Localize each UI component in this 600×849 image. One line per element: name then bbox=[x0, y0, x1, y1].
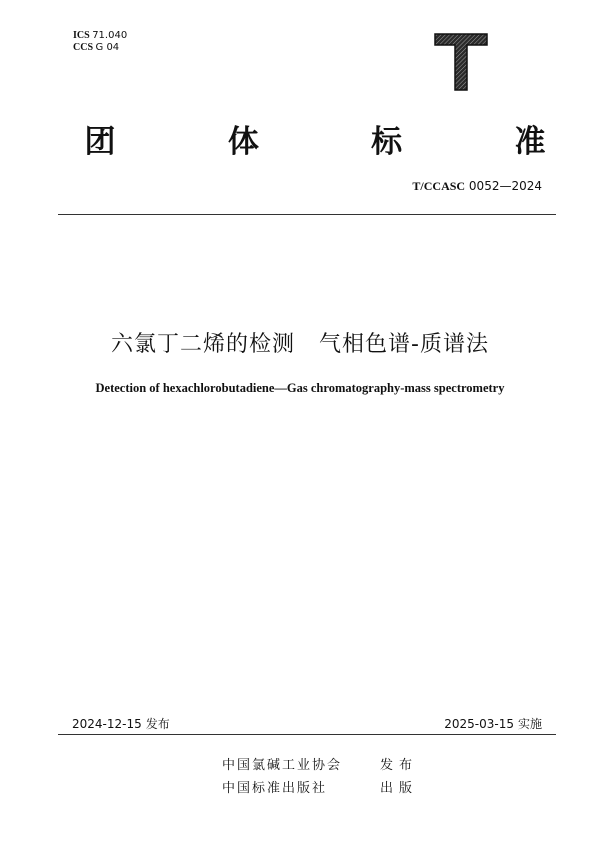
header-divider bbox=[58, 214, 556, 215]
standard-t-logo bbox=[434, 33, 488, 91]
standard-number-value: 0052—2024 bbox=[468, 179, 542, 193]
implement-label: 实施 bbox=[517, 717, 542, 731]
standard-prefix: T/CCASC bbox=[412, 179, 466, 193]
publisher-org: 中国标准出版社 bbox=[222, 781, 328, 796]
ics-code bbox=[73, 30, 127, 42]
publisher-action: 发布 bbox=[380, 758, 419, 773]
publisher-row bbox=[222, 754, 418, 773]
issue-date-line bbox=[72, 715, 170, 732]
publisher-org: 中国氯碱工业协会 bbox=[222, 758, 343, 773]
publisher-row bbox=[222, 777, 418, 796]
issue-label: 发布 bbox=[145, 717, 170, 731]
document-category bbox=[80, 118, 550, 158]
ccs-label: CCS bbox=[73, 42, 94, 53]
ics-label: ICS bbox=[73, 30, 90, 41]
footer-divider bbox=[58, 734, 556, 735]
ics-value: 71.040 bbox=[92, 30, 128, 41]
category-char-2: 体 bbox=[227, 123, 259, 160]
category-char-1: 团 bbox=[84, 123, 116, 160]
ccs-code bbox=[73, 42, 127, 54]
chinese-title: 六氯丁二烯的检测 气相色谱-质谱法 bbox=[111, 332, 489, 357]
category-char-3: 标 bbox=[371, 123, 403, 160]
implement-date-line bbox=[444, 715, 542, 732]
ccs-value: G 04 bbox=[95, 42, 120, 53]
issue-date: 2024-12-15 bbox=[72, 717, 142, 731]
english-title: Detection of hexachlorobutadiene—Gas chromatography-mass spectrometry bbox=[95, 381, 505, 395]
classification-codes bbox=[73, 30, 127, 54]
category-char-4: 准 bbox=[514, 123, 546, 160]
publisher-action: 出版 bbox=[380, 781, 419, 796]
implement-date: 2025-03-15 bbox=[444, 717, 514, 731]
standard-number bbox=[412, 179, 542, 194]
